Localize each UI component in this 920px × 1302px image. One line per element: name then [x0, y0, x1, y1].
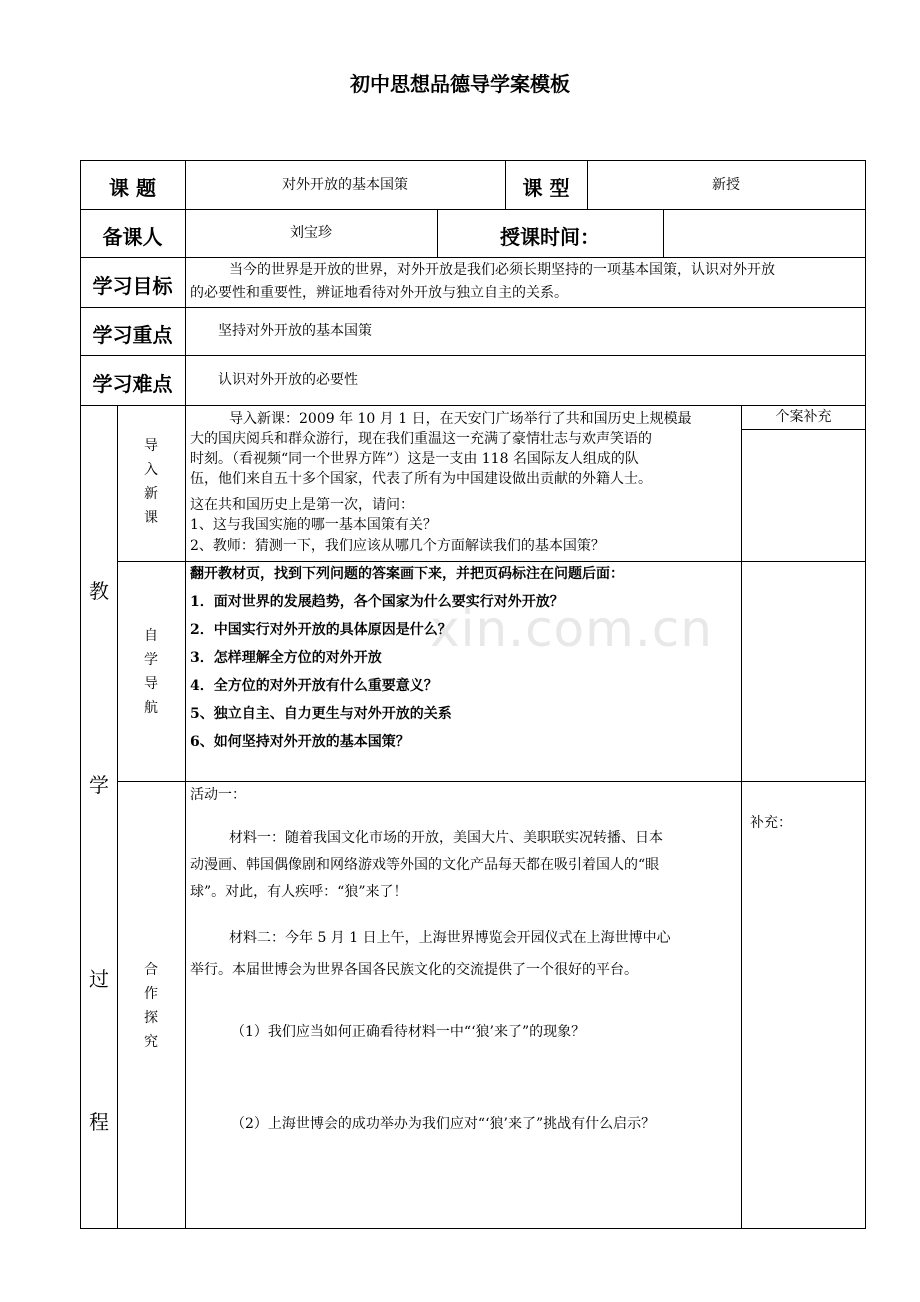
material-1-line: 材料一：随着我国文化市场的开放，美国大片、美职联实况转播、日本 [229, 830, 663, 846]
intro-line: 2、教师：猜测一下，我们应该从哪几个方面解读我们的基本国策？ [190, 538, 605, 554]
intro-label-char: 导 [144, 438, 158, 454]
time-label: 授课时间： [500, 225, 600, 249]
material-2-line: 举行。本届世博会为世界各国各民族文化的交流提供了一个很好的平台。 [190, 962, 638, 978]
intro-line: 伍，他们来自五十多个国家，代表了所有为中国建设做出贡献的外籍人士。 [190, 471, 652, 487]
side-supplement: 补充： [750, 815, 792, 831]
cooperation-label-char: 作 [144, 986, 158, 1002]
process-char-2: 学 [89, 773, 109, 797]
topic-value: 对外开放的基本国策 [282, 177, 408, 193]
key-point-text: 坚持对外开放的基本国策 [218, 323, 372, 339]
key-point-label: 学习重点 [92, 323, 173, 347]
intro-label-char: 新 [144, 486, 158, 502]
self-study-question: 3．怎样理解全方位的对外开放 [190, 650, 382, 666]
intro-line: 这在共和国历史上是第一次，请问： [190, 497, 414, 513]
question-1: （1）我们应当如何正确看待材料一中“‘狼’来了”的现象？ [231, 1024, 586, 1040]
type-value: 新授 [712, 177, 740, 193]
self-study-label-char: 自 [144, 628, 158, 644]
topic-label: 课 题 [109, 176, 156, 200]
process-char-4: 程 [89, 1110, 109, 1134]
process-char-1: 教 [89, 579, 109, 603]
self-study-question: 1．面对世界的发展趋势，各个国家为什么要实行对外开放？ [190, 594, 564, 610]
intro-line: 大的国庆阅兵和群众游行，现在我们重温这一充满了豪情壮志与欢声笑语的 [190, 431, 652, 447]
material-2-line: 材料二：今年 5 月 1 日上午，上海世界博览会开园仪式在上海世博中心 [229, 930, 671, 946]
cooperation-label-char: 究 [144, 1034, 158, 1050]
self-study-label-char: 航 [144, 700, 158, 716]
side-header: 个案补充 [775, 409, 832, 425]
question-2: （2）上海世博会的成功举办为我们应对“‘狼’来了”挑战有什么启示？ [231, 1116, 656, 1132]
self-study-question: 4．全方位的对外开放有什么重要意义？ [190, 678, 438, 694]
watermark: xin.com.cn [430, 600, 713, 658]
document-title: 初中思想品德导学案模板 [350, 72, 570, 96]
preparer-label: 备课人 [102, 225, 163, 249]
goals-label: 学习目标 [92, 274, 173, 298]
cooperation-label [141, 958, 161, 1054]
self-study-label-char: 学 [144, 652, 158, 668]
intro-line: 时刻。（看视频“同一个世界方阵”）这是一支由 118 名国际友人组成的队 [190, 451, 639, 467]
type-label: 课 型 [522, 176, 570, 200]
preparer-value: 刘宝珍 [290, 225, 332, 241]
intro-line: 1、这与我国实施的哪一基本国策有关？ [190, 517, 437, 533]
self-study-label-char: 导 [144, 676, 158, 692]
intro-line: 导入新课：2009 年 10 月 1 日，在天安门广场举行了共和国历史上规模最 [229, 411, 692, 427]
self-study-instruction: 翻开教材页，找到下列问题的答案画下来，并把页码标注在问题后面： [190, 566, 624, 582]
goals-line-2: 的必要性和重要性，辨证地看待对外开放与独立自主的关系。 [190, 285, 568, 301]
process-char-3: 过 [89, 967, 109, 991]
difficulty-text: 认识对外开放的必要性 [218, 372, 358, 388]
self-study-question: 5、独立自主、自力更生与对外开放的关系 [190, 706, 452, 722]
self-study-label [141, 624, 161, 720]
intro-label-char: 课 [144, 510, 158, 526]
cooperation-label-char: 探 [144, 1010, 158, 1026]
self-study-question: 2．中国实行对外开放的具体原因是什么？ [190, 622, 452, 638]
difficulty-label: 学习难点 [92, 372, 173, 396]
goals-line-1: 当今的世界是开放的世界，对外开放是我们必须长期坚持的一项基本国策，认识对外开放 [229, 262, 775, 278]
activity-title: 活动一： [190, 787, 246, 803]
self-study-question: 6、如何坚持对外开放的基本国策？ [190, 734, 410, 750]
cooperation-label-char: 合 [144, 962, 158, 978]
material-1-line: 球”。对此，有人疾呼：“狼”来了！ [190, 884, 408, 900]
material-1-line: 动漫画、韩国偶像剧和网络游戏等外国的文化产品每天都在吸引着国人的“眼 [190, 857, 660, 873]
intro-label [141, 434, 161, 530]
intro-label-char: 入 [144, 462, 158, 478]
